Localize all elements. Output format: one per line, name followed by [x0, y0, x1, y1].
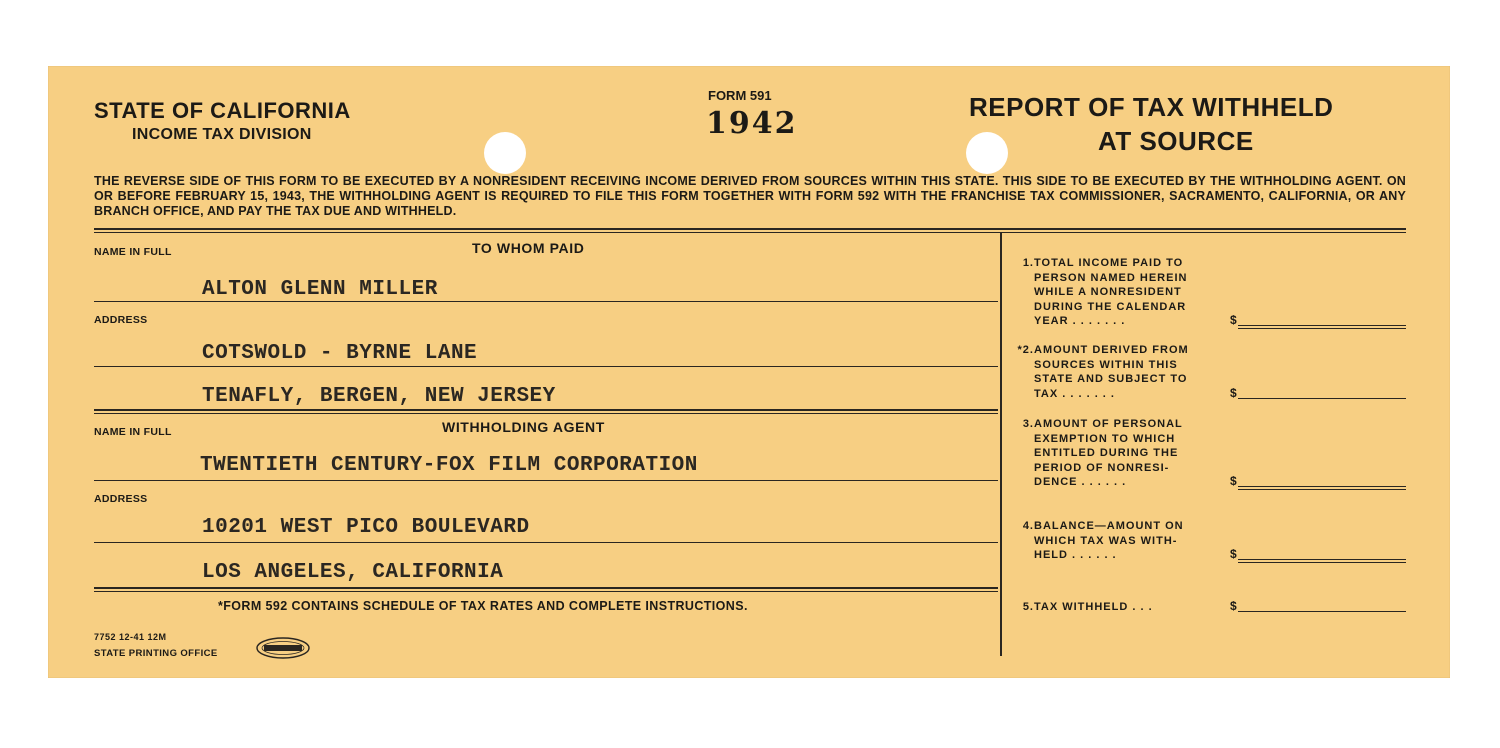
item-4-amount-line2 [1238, 562, 1406, 563]
item-number: 1. [1022, 257, 1034, 269]
instructions-text: THE REVERSE SIDE OF THIS FORM TO BE EXECUTED BY A NONRESIDENT RECEIVING INCOME DERIVED FROM SOURCES WITHIN THIS STATE. THIS SIDE TO BE EXECUTED BY THE WITHHOLDING AGENT. ON OR BEFORE FEBRUARY 15, 1943, THE WITHHOLDING AGENT IS REQUIRED TO FILE THIS FORM TOGETHER WITH FORM 592 WITH THE FRANCHISE TAX COMMISSIONER, SACRAMENTO, CALIFORNIA, OR ANY BRANCH OFFICE, AND PAY THE TAX DUE AND WITHHELD. [94, 174, 1406, 218]
payee-name-value: ALTON GLENN MILLER [202, 278, 438, 301]
union-bug-icon [256, 637, 310, 659]
column-divider [1000, 232, 1002, 656]
payee-address-line1-rule [94, 366, 998, 367]
item-1-dollar: $ [1230, 313, 1237, 327]
agent-address-line1-rule [94, 542, 998, 543]
agent-name-label: NAME IN FULL [94, 426, 172, 438]
report-title-line2: AT SOURCE [1098, 126, 1254, 156]
item-personal-exemption [1010, 417, 1222, 493]
item-text: AMOUNT DERIVED FROM SOURCES WITHIN THIS STATE AND SUBJECT TO TAX . . . . . . . [1034, 344, 1189, 400]
punch-hole-left [484, 132, 526, 174]
agent-name-value: TWENTIETH CENTURY-FOX FILM CORPORATION [200, 454, 698, 477]
footnote: *FORM 592 CONTAINS SCHEDULE OF TAX RATES AND COMPLETE INSTRUCTIONS. [218, 599, 748, 613]
agent-address-line1: 10201 WEST PICO BOULEVARD [202, 516, 530, 539]
item-1-amount-line [1238, 325, 1406, 326]
payee-section-rule [94, 409, 998, 411]
item-tax-withheld [1010, 600, 1222, 616]
form-number: FORM 591 [708, 88, 772, 103]
state-heading: STATE OF CALIFORNIA [94, 98, 351, 123]
item-text: TAX WITHHELD . . . [1034, 601, 1153, 613]
payee-section-title: TO WHOM PAID [472, 240, 585, 256]
agent-address-label: ADDRESS [94, 493, 148, 505]
top-rule [94, 228, 1406, 230]
item-2-amount-line [1238, 398, 1406, 399]
item-text: AMOUNT OF PERSONAL EXEMPTION TO WHICH ENTITLED DURING THE PERIOD OF NONRESI- DENCE . . . . . . [1034, 418, 1183, 488]
agent-name-line [94, 480, 998, 481]
item-number: 5. [1022, 601, 1034, 613]
item-1-amount-line2 [1238, 328, 1406, 329]
payee-name-label: NAME IN FULL [94, 246, 172, 258]
payee-section-rule-thin [94, 413, 998, 414]
agent-section-title: WITHHOLDING AGENT [442, 419, 605, 435]
item-5-dollar: $ [1230, 599, 1237, 613]
item-number: *2. [1017, 344, 1034, 356]
payee-address-label: ADDRESS [94, 314, 148, 326]
item-3-dollar: $ [1230, 474, 1237, 488]
print-office: STATE PRINTING OFFICE [94, 648, 218, 659]
item-total-income [1010, 256, 1222, 332]
item-text: TOTAL INCOME PAID TO PERSON NAMED HEREIN WHILE A NONRESIDENT DURING THE CALENDAR YEAR . . . . . . . [1034, 257, 1188, 327]
division-heading: INCOME TAX DIVISION [132, 126, 312, 143]
payee-address-line1: COTSWOLD - BYRNE LANE [202, 342, 478, 365]
item-text: BALANCE—AMOUNT ON WHICH TAX WAS WITH- HELD . . . . . . [1034, 520, 1184, 561]
item-balance [1010, 519, 1222, 565]
agent-section-rule-thin [94, 591, 998, 592]
punch-hole-right [966, 132, 1008, 174]
form-year: 1942 [706, 106, 798, 141]
item-2-dollar: $ [1230, 386, 1237, 400]
tax-form-card [48, 66, 1450, 678]
item-4-amount-line [1238, 559, 1406, 560]
item-amount-derived [1010, 343, 1222, 403]
report-title-line1: REPORT OF TAX WITHHELD [969, 92, 1334, 122]
item-3-amount-line2 [1238, 489, 1406, 490]
top-rule-thin [94, 232, 1406, 233]
item-4-dollar: $ [1230, 547, 1237, 561]
agent-address-line2: LOS ANGELES, CALIFORNIA [202, 561, 504, 584]
item-number: 3. [1022, 418, 1034, 430]
payee-name-line [94, 301, 998, 302]
item-3-amount-line [1238, 486, 1406, 487]
payee-address-line2: TENAFLY, BERGEN, NEW JERSEY [202, 385, 556, 408]
item-5-amount-line [1238, 611, 1406, 612]
item-number: 4. [1022, 520, 1034, 532]
agent-section-rule [94, 587, 998, 589]
print-code: 7752 12-41 12M [94, 632, 167, 642]
